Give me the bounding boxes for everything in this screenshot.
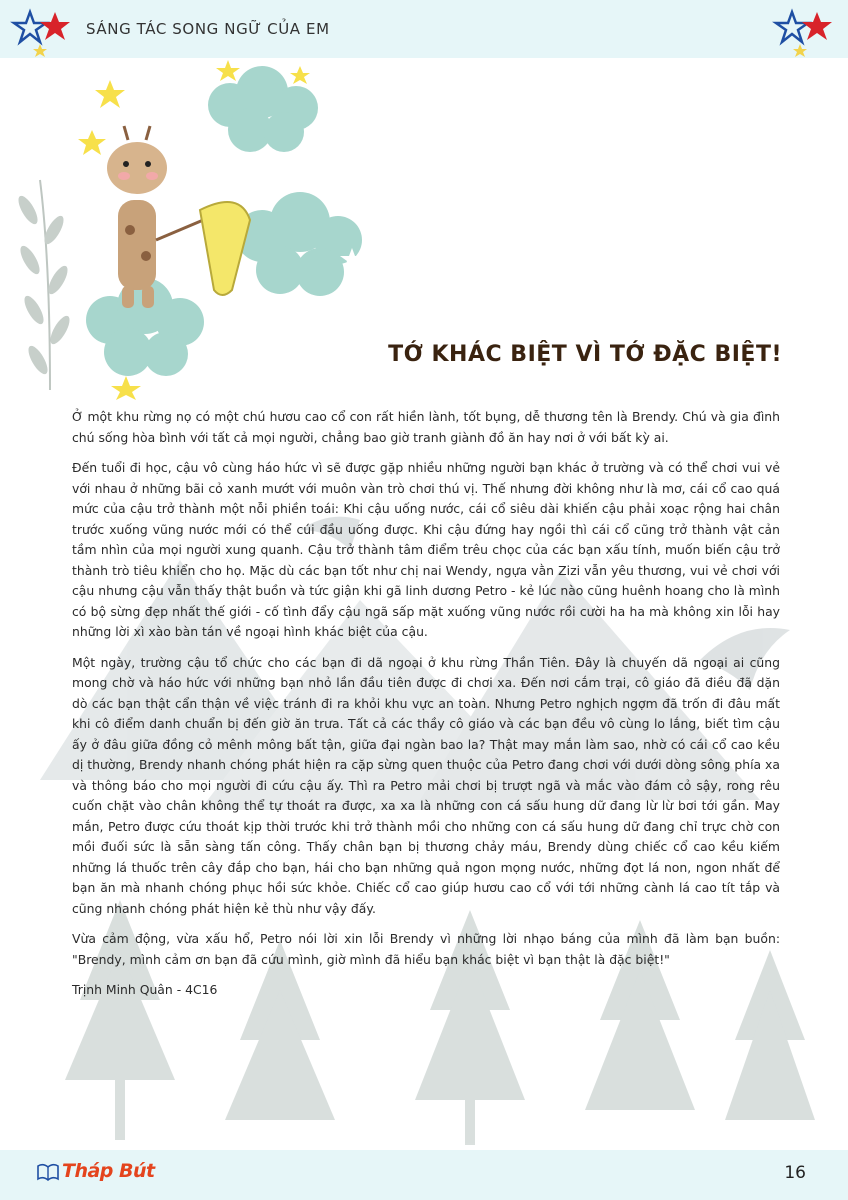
leaf-branch-icon bbox=[15, 180, 73, 390]
story-title: TỚ KHÁC BIỆT VÌ TỚ ĐẶC BIỆT! bbox=[388, 342, 782, 367]
story-paragraph: Ở một khu rừng nọ có một chú hươu cao cổ con rất hiền lành, tốt bụng, dễ thương tên là Brendy. Chú và gia đình chú sống hòa bình với tất cả mọi người, chẳng bao giờ tranh giành đồ ăn hay nơi ở với bất kỳ ai. bbox=[72, 409, 780, 445]
butterfly-net-icon bbox=[156, 202, 250, 295]
story-body bbox=[72, 407, 780, 1011]
page-number: 16 bbox=[784, 1163, 806, 1183]
story-paragraph: Đến tuổi đi học, cậu vô cùng háo hức vì sẽ được gặp nhiều những người bạn khác ở trường và có thể chơi vui vẻ với nhau ở những bãi cỏ xanh mướt với muôn vàn trò chơi thú vị. Thế nhưng đời không như là mơ, cái cổ cao quá mức của cậu trở thành một nỗi phiền toái: Khi cậu uống nước, cái cổ siêu dài khiến cậu phải xoạc rộng hai chân trước xuống vũng nước mới có thể cúi đầu uống được. Khi cậu đứng hay ngồi thì cái cổ cũng trở thành vật cản tầm nhìn của mọi người xung quanh. Cậu trở thành tâm điểm trêu chọc của các bạn xấu tính, muốn biến cậu trở thành trò tiêu khiển cho họ. Mặc dù các bạn tốt như chị nai Wendy, ngựa vằn Zizi vẫn yêu thương, vui vẻ chơi với cậu nhưng cậu vẫn thấy thật buồn và tức giận khi gã linh dương Petro - kẻ lúc nào cũng huênh hoang cho là mình có bộ sừng đẹp nhất thế giới - cố tình đẩy cậu ngã sấp mặt xuống vũng nước rồi cười ha ha mà không xin lỗi hay những lời xì xào bàn tán về ngoại hình khác biệt của cậu. bbox=[72, 460, 780, 639]
story-paragraph: Một ngày, trường cậu tổ chức cho các bạn đi dã ngoại ở khu rừng Thần Tiên. Đây là chuyến dã ngoại ai cũng mong chờ và háo hức với những bạn nhỏ lần đầu tiên được đi chơi xa. Đến nơi cắm trại, cô giáo đã điều đã dặn dò các bạn thật cẩn thận về việc tránh đi ra khỏi khu vực an toàn. Nhưng Petro nghịch ngợm đã trốn đi đâu mất khi cô điểm danh chuẩn bị đến giờ ăn trưa. Tất cả các thầy cô giáo và các bạn đều vô cùng lo lắng, biết tìm cậu ấy ở đâu giữa đồng cỏ mênh mông bất tận, giữa đại ngàn bao la? Thật may mắn làm sao, nhờ có cái cổ cao kều dị thường, Brendy nhanh chóng phát hiện ra cặp sừng quen thuộc của Petro đang chơi với dưới dòng sông phía xa và thông báo cho mọi người đi cứu cậu ấy. Thì ra Petro mải chơi bị trượt ngã và mắc vào đám cỏ sậy, rong rêu cuốn chặt vào chân không thể tự thoát ra được, xa xa là những con cá sấu hung dữ đang lừ lừ bơi tới gần. May mắn, Petro được cứu thoát kịp thời trước khi trở thành mồi cho những con cá sấu hung dữ đang chỉ trực chờ con mồi đuối sức là sẵn sàng tấn công. Thấy chân bạn bị thương chảy máu, Brendy dùng chiếc cổ cao kều kiếm những lá thuốc trên cây đắp cho bạn, hái cho bạn những quả ngon mọng nước, những đọt lá non, ngon nhất để bạn ăn mà nhanh chóng phục hồi sức khỏe. Chiếc cổ cao giúp hươu cao cổ với tới những cành lá cao tít tắp và cũng nhanh chóng phát hiện kẻ thù như vậy đấy. bbox=[72, 654, 780, 916]
header-stars-left-icon bbox=[10, 8, 80, 58]
book-icon bbox=[36, 1162, 60, 1184]
thap-but-logo bbox=[36, 1158, 166, 1192]
header-title: SÁNG TÁC SONG NGỮ CỦA EM bbox=[86, 20, 330, 38]
logo-text: Tháp Bút bbox=[62, 1160, 155, 1182]
giraffe-icon bbox=[107, 126, 167, 308]
cloud-icon bbox=[236, 192, 362, 296]
story-author: Trịnh Minh Quân - 4C16 bbox=[72, 982, 218, 997]
story-paragraph: Vừa cảm động, vừa xấu hổ, Petro nói lời xin lỗi Brendy vì những lời nhạo báng của mình đã làm bạn buồn: "Brendy, mình cảm ơn bạn đã cứu mình, giờ mình đã hiểu bạn khác biệt vì bạn thật là đặc biệt!" bbox=[72, 931, 780, 967]
header-stars-right-icon bbox=[772, 8, 842, 58]
